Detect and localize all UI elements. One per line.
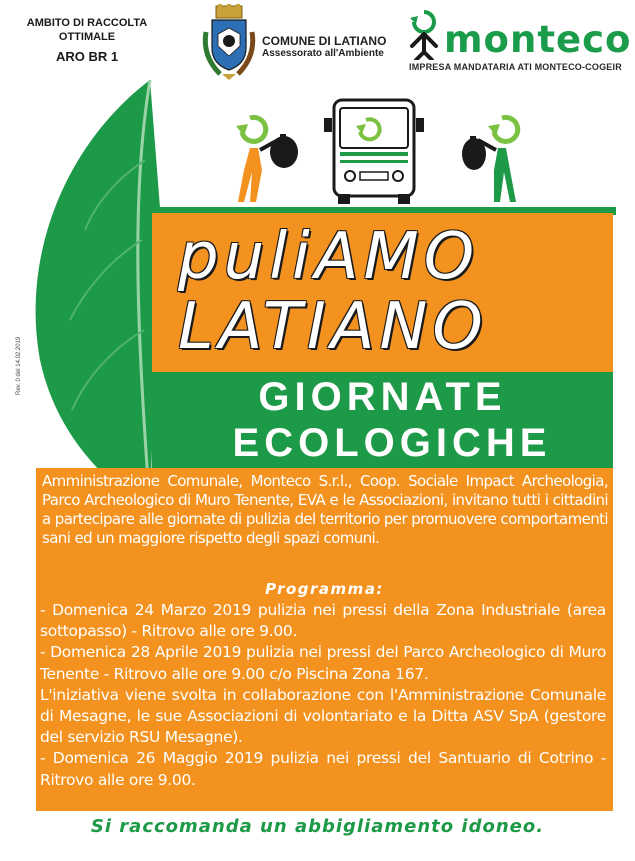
comune-block xyxy=(262,34,386,60)
monteco-person-logo-icon xyxy=(404,8,444,60)
program-list xyxy=(40,600,606,791)
aro-line1: AMBITO DI RACCOLTA xyxy=(26,17,148,29)
comune-crest-icon xyxy=(198,4,260,82)
aro-line3: ARO BR 1 xyxy=(55,49,119,64)
monteco-wordmark: monteco xyxy=(444,18,632,61)
title-line2: LATIANO xyxy=(178,290,488,364)
program-item: L'iniziativa viene svolta in collaborazione con l'Amministrazione Comunale di Mesagne, le sue Associazioni di volontariato e la Ditta ASV SpA (gestore del servizio RSU Mesagne). xyxy=(40,685,606,747)
subtitle-line1: GIORNATE xyxy=(258,375,507,419)
program-item: - Domenica 24 Marzo 2019 pulizia nei pressi della Zona Industriale (area sottopasso) - Ritrovo alle ore 9.00. xyxy=(40,601,606,641)
recycling-figure-green-icon xyxy=(462,110,534,202)
program-title: Programma: xyxy=(265,580,384,598)
comune-subtitle: Assessorato all'Ambiente xyxy=(262,48,384,59)
aro-block xyxy=(12,16,162,66)
bus-icon xyxy=(320,98,428,206)
program-item: - Domenica 26 Maggio 2019 pulizia nei pressi del Santuario di Cotrino - Ritrovo alle ore 9.00. xyxy=(40,749,606,789)
footer-note: Si raccomanda un abbigliamento idoneo. xyxy=(90,816,545,837)
recycling-figure-orange-icon xyxy=(230,110,302,202)
subtitle-line2: ECOLOGICHE xyxy=(232,421,552,465)
comune-title: COMUNE DI LATIANO xyxy=(262,34,387,48)
intro-paragraph: Amministrazione Comunale, Monteco S.r.l., Coop. Sociale Impact Archeologia, Parco Archeologico di Muro Tenente, EVA e le Associazioni, invitano tutti i cittadini a partecipare alle giornate di pulizia del territorio per promuovere comportamenti sani ed un maggiore rispetto degli spazi comuni. xyxy=(42,472,608,547)
monteco-tagline: IMPRESA MANDATARIA ATI MONTECO-COGEIR xyxy=(409,62,622,72)
program-item: - Domenica 28 Aprile 2019 pulizia nei pressi del Parco Archeologico di Muro Tenente - Ritrovo alle ore 9.00 c/o Piscina Zona 167. xyxy=(40,643,606,683)
aro-line2: OTTIMALE xyxy=(58,31,116,43)
revision-note: Rev. 0 del 14.02.2019 xyxy=(16,336,22,395)
title-line1: puliAMO xyxy=(178,220,480,294)
